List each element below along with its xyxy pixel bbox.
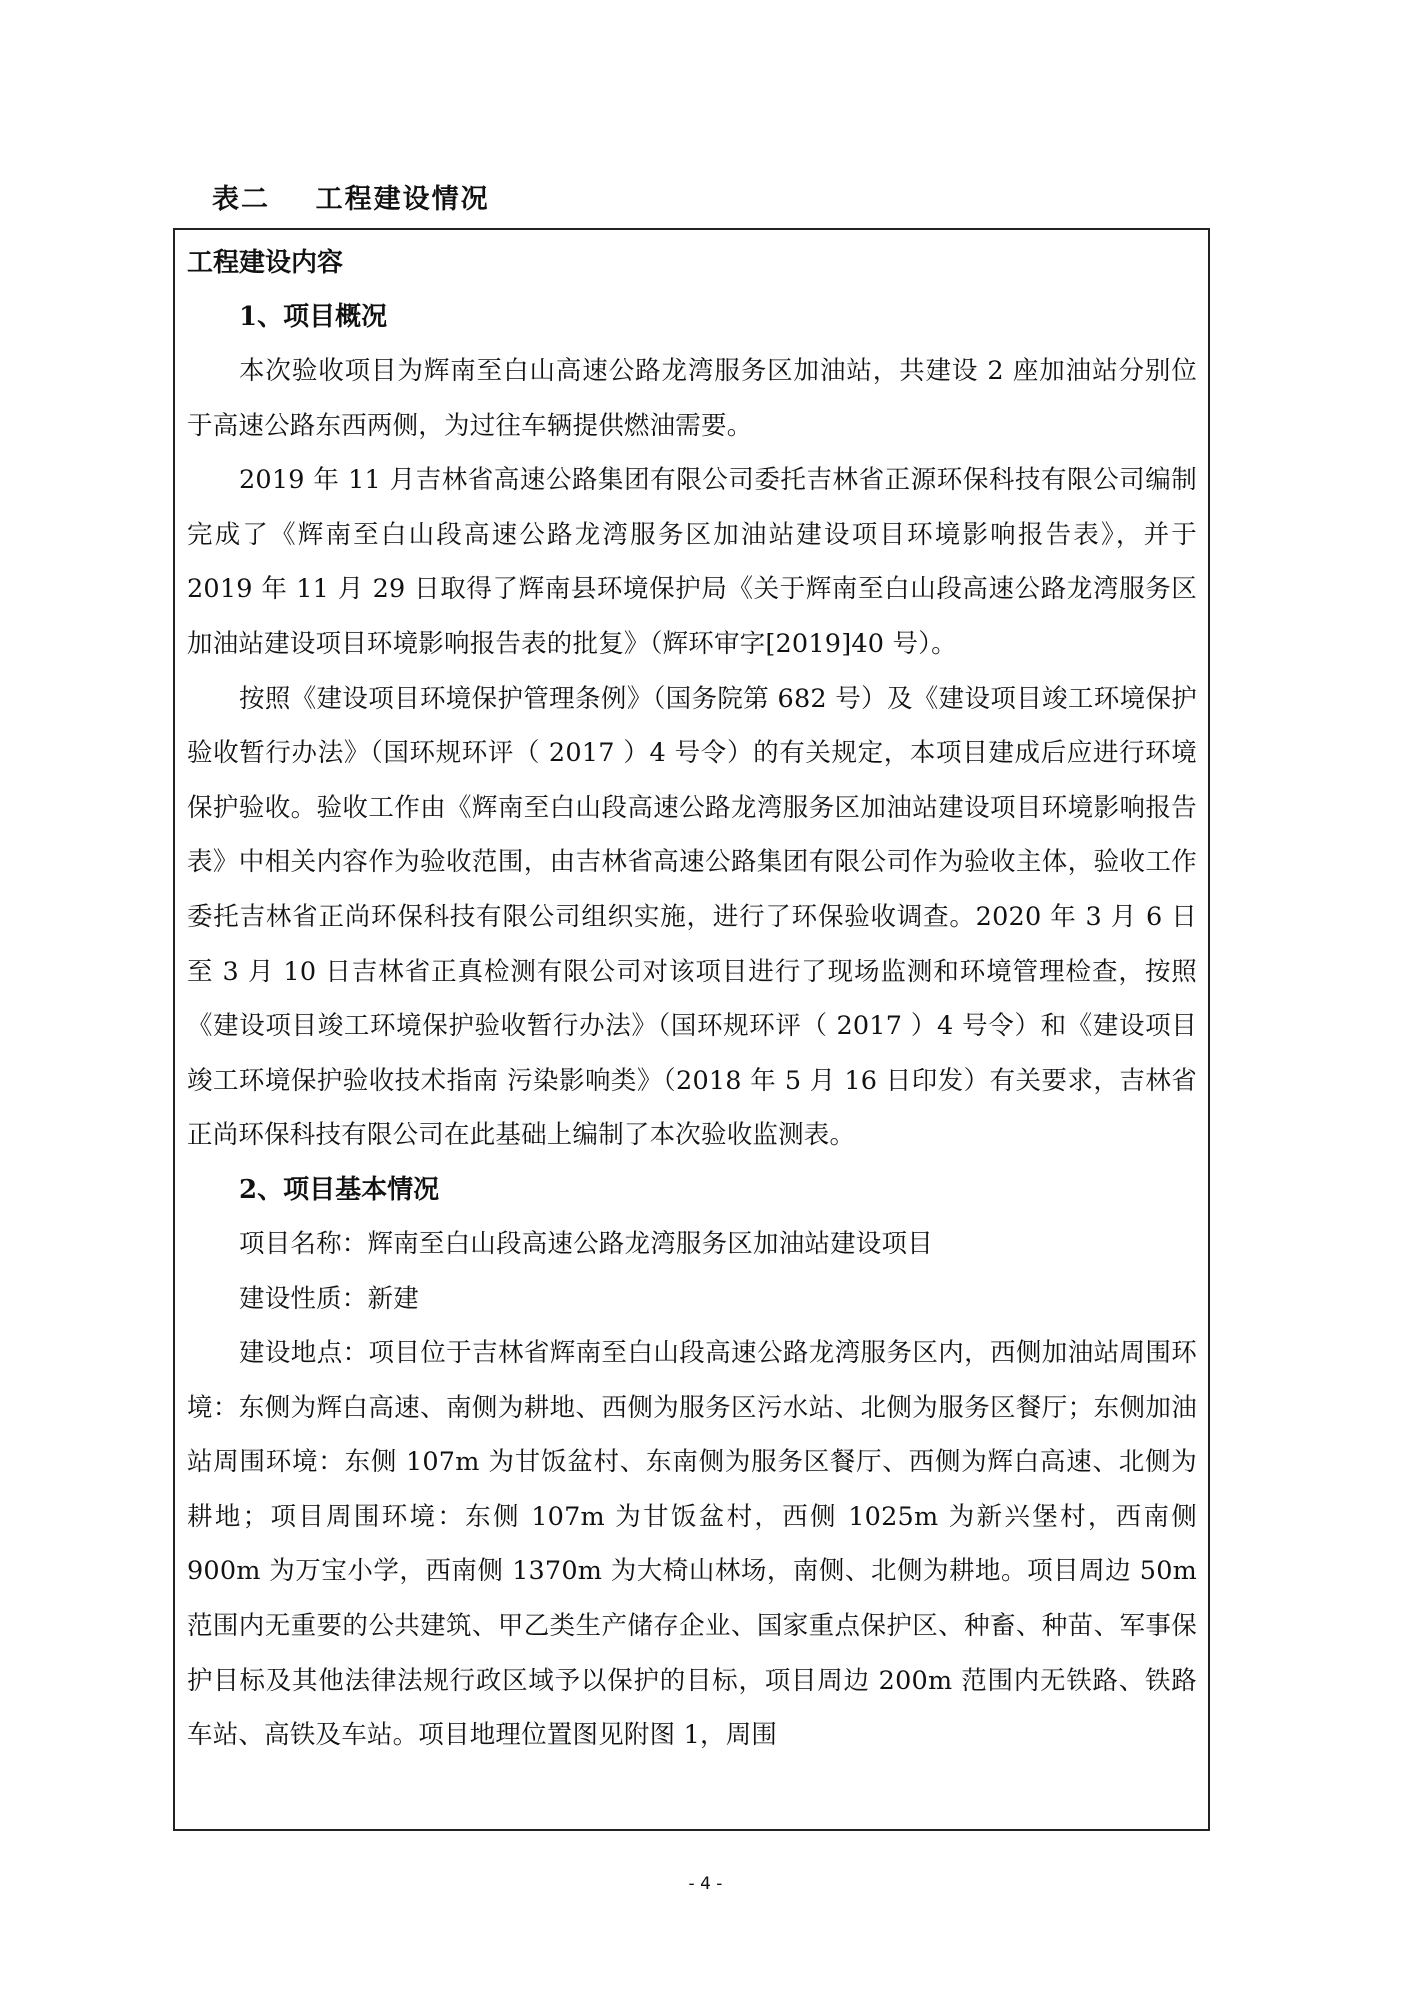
paragraph-overview-1: 本次验收项目为辉南至白山高速公路龙湾服务区加油站，共建设 2 座加油站分别位于高速公路东西两侧，为过往车辆提供燃油需要。 [187, 356, 1197, 441]
page-number: - 4 - [688, 1874, 723, 1894]
content-frame [173, 228, 1210, 1831]
paragraph-overview-3: 按照《建设项目环境保护管理条例》（国务院第 682 号）及《建设项目竣工环境保护验收暂行办法》（国环规环评（ 2017 ）4 号令）的有关规定，本项目建成后应进行环境保护验收。验收工作由《辉南至白山段高速公路龙湾服务区加油站建设项目环境影响报告表》中相关内容作为验收范围，由吉林省高速公路集团有限公司作为验收主体，验收工作委托吉林省正尚环保科技有限公司组织实施，进行了环保验收调查。2020 年 3 月 6 日至 3 月 10 日吉林省正真检测有限公司对该项目进行了现场监测和环境管理检查，按照《建设项目竣工环境保护验收暂行办法》（国环规环评（ 2017 ）4 号令）和《建设项目竣工环境保护验收技术指南 污染影响类》（2018 年 5 月 16 日印发）有关要求，吉林省正尚环保科技有限公司在此基础上编制了本次验收监测表。 [187, 683, 1197, 1151]
subsection-title-overview: 1、项目概况 [239, 302, 388, 332]
paragraph-construction-nature: 建设性质：新建 [239, 1283, 419, 1314]
paragraph-overview-2: 2019 年 11 月吉林省高速公路集团有限公司委托吉林省正源环保科技有限公司编制完成了《辉南至白山段高速公路龙湾服务区加油站建设项目环境影响报告表》，并于 2019 年 11 月 29 日取得了辉南县环境保护局《关于辉南至白山段高速公路龙湾服务区加油站建设项目环境影响报告表的批复》（辉环审字[2019]40 号）。 [187, 465, 1197, 659]
paragraph-project-name: 项目名称：辉南至白山段高速公路龙湾服务区加油站建设项目 [239, 1228, 933, 1259]
paragraph-construction-location: 建设地点：项目位于吉林省辉南至白山段高速公路龙湾服务区内，西侧加油站周围环境：东侧为辉白高速、南侧为耕地、西侧为服务区污水站、北侧为服务区餐厅；东侧加油站周围环境：东侧 107m 为甘饭盆村、东南侧为服务区餐厅、西侧为辉白高速、北侧为耕地；项目周围环境：东侧 107m 为甘饭盆村，西侧 1025m 为新兴堡村，西南侧 900m 为万宝小学，西南侧 1370m 为大椅山林场，南侧、北侧为耕地。项目周边 50m 范围内无重要的公共建筑、甲乙类生产储存企业、国家重点保护区、种畜、种苗、军事保护目标及其他法律法规行政区域予以保护的目标，项目周边 200m 范围内无铁路、铁路车站、高铁及车站。项目地理位置图见附图 1，周围 [187, 1338, 1197, 1751]
section-heading: 工程建设内容 [187, 248, 344, 278]
table-title: 表二 工程建设情况 [212, 184, 490, 215]
subsection-title-basic-info: 2、项目基本情况 [239, 1174, 440, 1205]
content-body [187, 236, 1197, 1763]
